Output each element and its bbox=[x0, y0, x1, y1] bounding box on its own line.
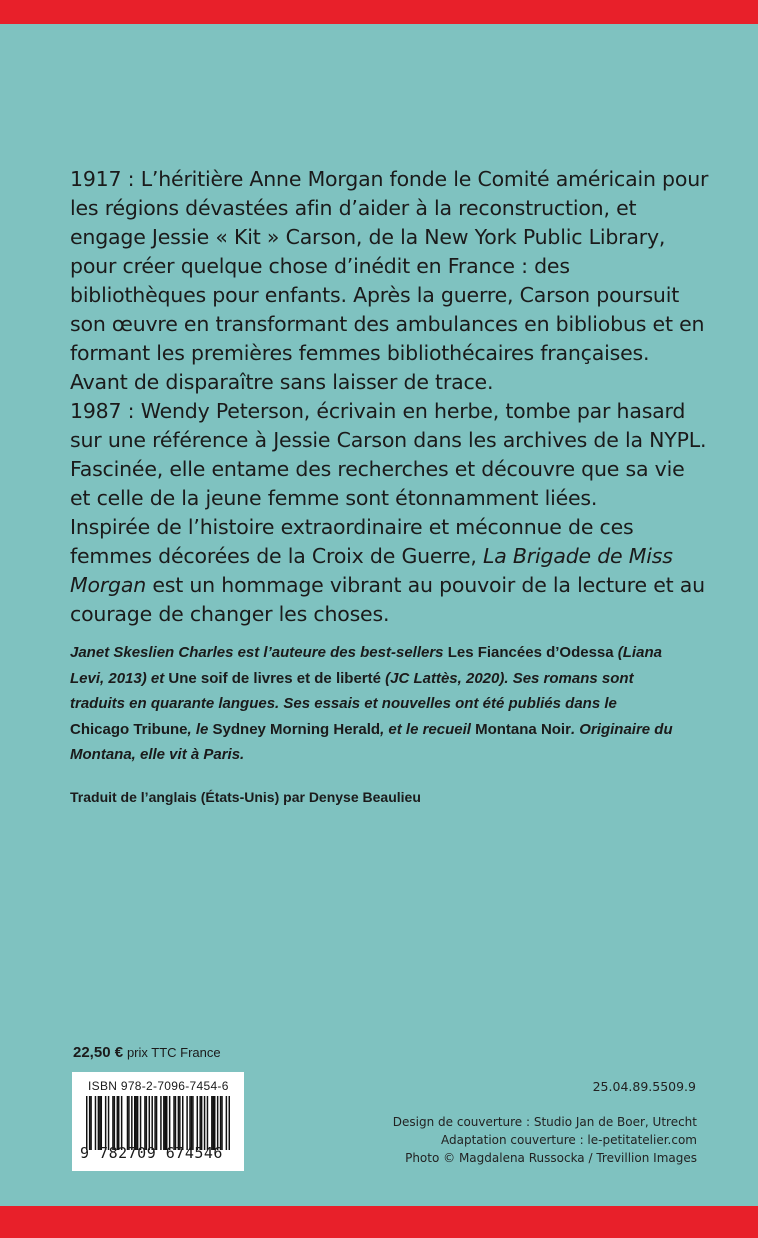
synopsis-paragraph-1987: 1987 : Wendy Peterson, écrivain en herbe, tombe par hasard sur une référence à Jessie Carson dans les archives de la NYPL. Fascinée, elle entame des recherches et découvre que sa vie et celle de la jeune femme sont étonnamment liées. bbox=[70, 399, 707, 510]
barcode-bar bbox=[98, 1096, 99, 1150]
barcode-bar bbox=[160, 1096, 161, 1150]
barcode-bars bbox=[86, 1096, 230, 1150]
price-amount: 22,50 € bbox=[73, 1044, 124, 1061]
synopsis-text: est un hommage vibrant au pouvoir de la lecture et au courage de changer les choses. bbox=[70, 573, 705, 626]
bio-text: , le bbox=[187, 720, 213, 738]
price bbox=[73, 1044, 221, 1061]
barcode-bar bbox=[131, 1096, 132, 1150]
barcode-bar bbox=[211, 1096, 212, 1150]
barcode-bar bbox=[127, 1096, 128, 1150]
bio-book-title: Les Fiancées d’Odessa bbox=[447, 644, 614, 661]
barcode-bar bbox=[192, 1096, 193, 1150]
barcode-bar bbox=[90, 1096, 91, 1150]
barcode-bar bbox=[149, 1096, 150, 1150]
barcode-bar bbox=[151, 1096, 152, 1150]
barcode-bar bbox=[191, 1096, 192, 1150]
barcode-bar bbox=[105, 1096, 106, 1150]
book-title: La Brigade de Miss Morgan bbox=[70, 544, 673, 597]
barcode-bar bbox=[221, 1096, 222, 1150]
barcode-bar bbox=[108, 1096, 109, 1150]
bio-text: . Originaire du Montana, elle vit à Paris. bbox=[70, 720, 673, 763]
bio-publication: Chicago Tribune bbox=[70, 720, 188, 738]
barcode-bar bbox=[182, 1096, 183, 1150]
barcode-bar bbox=[137, 1096, 138, 1150]
bio-publication: Sydney Morning Herald bbox=[212, 720, 381, 738]
barcode-bar bbox=[213, 1096, 214, 1150]
barcode-bar bbox=[229, 1096, 230, 1150]
barcode-bar bbox=[207, 1096, 208, 1150]
bio-text: Janet Skeslien Charles est l’auteure des best-sellers bbox=[70, 644, 448, 661]
barcode-bar bbox=[117, 1096, 118, 1150]
barcode-bar bbox=[134, 1096, 135, 1150]
barcode-bar bbox=[226, 1096, 227, 1150]
top-red-band bbox=[0, 0, 758, 24]
barcode-bar bbox=[86, 1096, 87, 1150]
barcode-bar bbox=[199, 1096, 200, 1150]
barcode-bar bbox=[175, 1096, 176, 1150]
barcode-bar bbox=[179, 1096, 180, 1150]
reference-code: 25.04.89.5509.9 bbox=[592, 1079, 696, 1094]
barcode-bar bbox=[135, 1096, 136, 1150]
barcode-bar bbox=[95, 1096, 96, 1150]
barcode-bar bbox=[169, 1096, 170, 1150]
barcode-bar bbox=[166, 1096, 167, 1150]
price-label: prix TTC France bbox=[126, 1045, 221, 1060]
translator-credit: Traduit de l’anglais (États-Unis) par Denyse Beaulieu bbox=[70, 789, 421, 805]
cover-credits bbox=[393, 1113, 697, 1167]
barcode-bar bbox=[165, 1096, 166, 1150]
barcode-bar bbox=[140, 1096, 141, 1150]
author-bio bbox=[70, 640, 680, 768]
barcode-bar bbox=[128, 1096, 129, 1150]
synopsis-text: Inspirée de l’histoire extraordinaire et méconnue de ces femmes décorées de la Croix de Guerre, bbox=[70, 515, 634, 568]
barcode-bar bbox=[214, 1096, 215, 1150]
bio-book-title: Une soif de livres et de liberté bbox=[168, 669, 381, 687]
barcode-bar bbox=[89, 1096, 90, 1150]
barcode-bar bbox=[178, 1096, 179, 1150]
credit-line: Design de couverture : Studio Jan de Boer, Utrecht bbox=[392, 1115, 697, 1129]
bio-text: (Liana Levi, 2013) et bbox=[70, 644, 662, 687]
barcode-digits: 9 782709 674546 bbox=[80, 1144, 223, 1162]
barcode-bar bbox=[118, 1096, 119, 1150]
synopsis-paragraph-hommage bbox=[70, 513, 710, 629]
barcode-bar bbox=[189, 1096, 190, 1150]
barcode-bar bbox=[197, 1096, 198, 1150]
barcode-bar bbox=[186, 1096, 187, 1150]
barcode-box bbox=[72, 1072, 244, 1171]
credit-line: Adaptation couverture : le-petitatelier.com bbox=[440, 1133, 697, 1147]
barcode-bar bbox=[154, 1096, 155, 1150]
barcode-bar bbox=[217, 1096, 218, 1150]
synopsis-paragraph-1917: 1917 : L’héritière Anne Morgan fonde le Comité américain pour les régions dévastées afin d’aider à la reconstruction, et engage Jessie « Kit » Carson, de la New York Public Library, pour créer quelque chose d’inédit en France : des bibliothèques pour enfants. Après la guerre, Carson poursuit son œuvre en transformant des ambulances en bibliobus et en formant les premières femmes bibliothécaires françaises. Avant de disparaître sans laisser de trace. bbox=[70, 167, 709, 394]
bottom-red-band bbox=[0, 1206, 758, 1238]
barcode-bar bbox=[146, 1096, 147, 1150]
barcode-bar bbox=[144, 1096, 145, 1150]
barcode-bar bbox=[204, 1096, 205, 1150]
barcode-bar bbox=[114, 1096, 115, 1150]
barcode-bar bbox=[163, 1096, 164, 1150]
bio-text: (JC Lattès, 2020). Ses romans sont traduits en quarante langues. Ses essais et nouvelles ont été publiés dans le bbox=[70, 669, 634, 712]
barcode-bar bbox=[99, 1096, 100, 1150]
barcode-bar bbox=[173, 1096, 174, 1150]
synopsis bbox=[70, 165, 710, 629]
barcode-bar bbox=[201, 1096, 202, 1150]
barcode-bar bbox=[121, 1096, 122, 1150]
isbn-text: ISBN 978-2-7096-7454-6 bbox=[88, 1079, 229, 1093]
bio-text: , et le recueil bbox=[380, 720, 476, 738]
barcode-bar bbox=[156, 1096, 157, 1150]
barcode-bar bbox=[220, 1096, 221, 1150]
credit-line: Photo © Magdalena Russocka / Trevillion Images bbox=[405, 1151, 697, 1165]
barcode-bar bbox=[112, 1096, 113, 1150]
barcode-bar bbox=[101, 1096, 102, 1150]
bio-publication: Montana Noir bbox=[475, 720, 571, 738]
